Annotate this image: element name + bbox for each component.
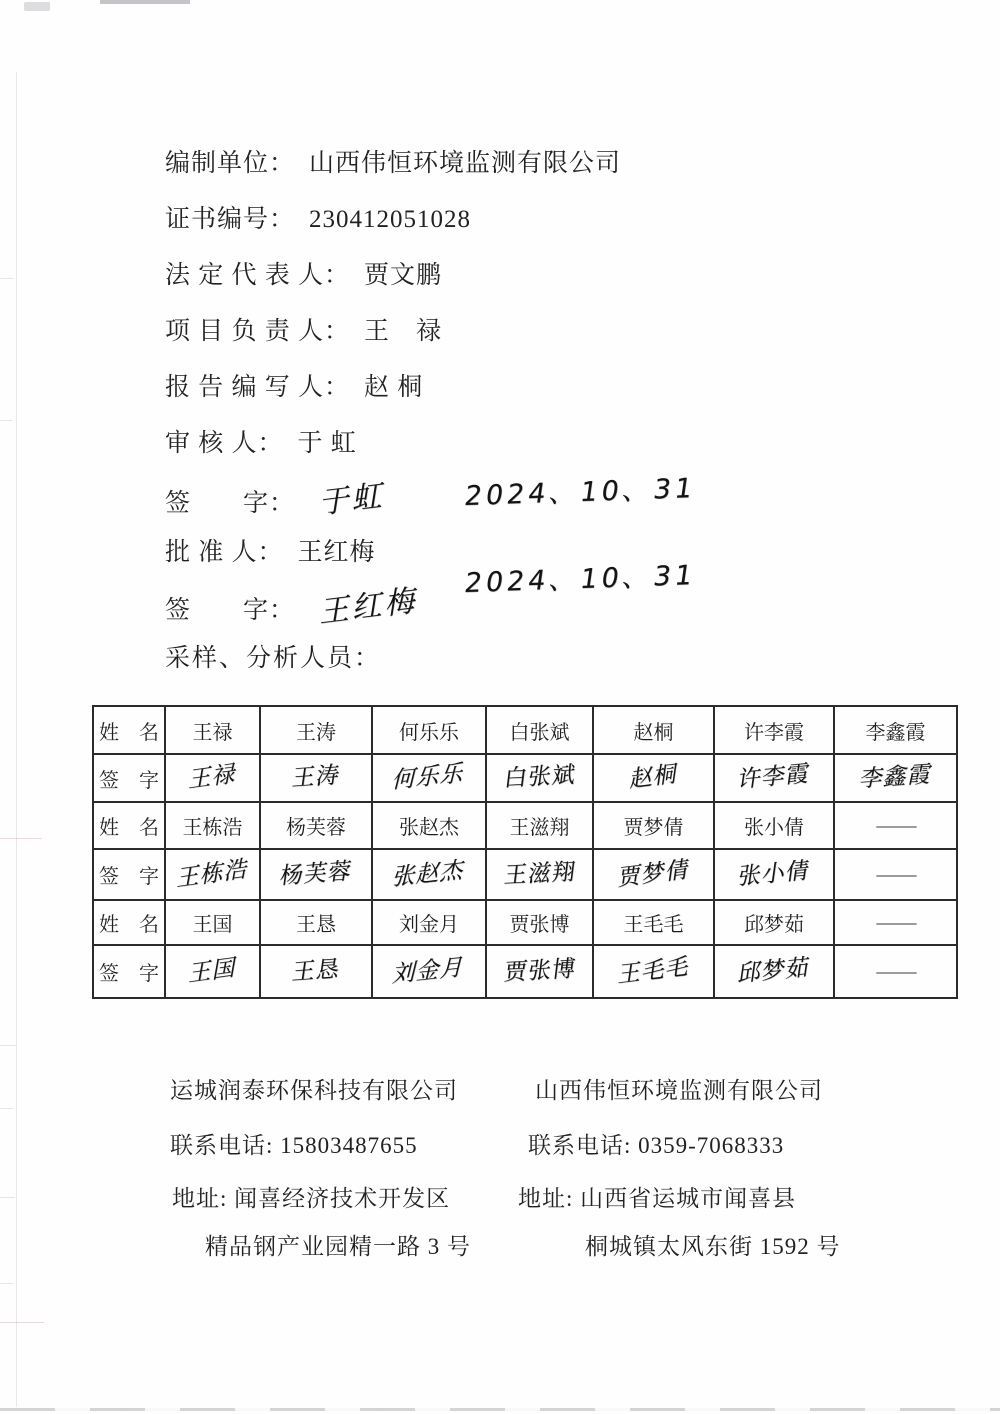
footer-right-company: 山西伟恒环境监测有限公司 bbox=[535, 1078, 823, 1103]
handwritten-signature: 王栋浩 bbox=[174, 855, 251, 892]
table-row-signatures-2 bbox=[93, 849, 957, 900]
signature-cell bbox=[714, 849, 834, 900]
handwritten-signature: 王滋翔 bbox=[502, 858, 578, 889]
handwritten-signature: 王禄 bbox=[186, 760, 239, 794]
handwritten-signature: 张小倩 bbox=[736, 857, 812, 890]
table-row-names-1 bbox=[93, 706, 957, 754]
signature-cell bbox=[260, 945, 372, 998]
field-label: 签 字： bbox=[165, 597, 296, 624]
scan-edge-tick bbox=[0, 1283, 14, 1284]
name-cell: 杨芙蓉 bbox=[260, 802, 372, 849]
scan-edge-tick bbox=[0, 1197, 15, 1198]
table-row-signatures-3 bbox=[93, 945, 957, 998]
name-cell: 王毛毛 bbox=[593, 900, 714, 945]
name-cell: 王恳 bbox=[260, 900, 372, 945]
footer-left-address-line1: 地址: 闻喜经济技术开发区 bbox=[172, 1186, 451, 1211]
name-cell: 王滋翔 bbox=[486, 802, 593, 849]
handwritten-signature: 张赵杰 bbox=[389, 856, 469, 891]
field-reviewer-signature bbox=[165, 472, 699, 522]
signature-cell bbox=[165, 754, 260, 802]
name-cell: 赵桐 bbox=[593, 706, 714, 754]
signature-cell bbox=[165, 849, 260, 900]
row-label: 签 字 bbox=[93, 754, 165, 802]
scan-corner-mark bbox=[24, 2, 50, 11]
handwritten-signature: 王国 bbox=[186, 953, 239, 988]
footer-right-address-line1: 地址: 山西省运城市闻喜县 bbox=[518, 1186, 797, 1211]
field-label: 报 告 编 写 人： bbox=[165, 374, 351, 401]
scan-edge-tick bbox=[0, 278, 14, 279]
scan-top-edge-mark bbox=[100, 0, 190, 4]
footer-right-address-line2: 桐城镇太风东街 1592 号 bbox=[585, 1234, 841, 1259]
field-project-leader bbox=[165, 311, 442, 347]
name-cell: 王禄 bbox=[165, 706, 260, 754]
empty-cell-dash: —— bbox=[834, 802, 957, 849]
scan-edge-tick bbox=[0, 838, 42, 839]
empty-cell-dash: —— bbox=[834, 900, 957, 945]
field-label: 证书编号： bbox=[165, 206, 296, 233]
footer-left-company: 运城润泰环保科技有限公司 bbox=[170, 1078, 458, 1103]
handwritten-signature: 杨芙蓉 bbox=[278, 857, 354, 890]
handwritten-signature: 赵桐 bbox=[627, 760, 680, 794]
handwritten-signature: 王红梅 bbox=[318, 582, 423, 631]
field-value: 山西伟恒环境监测有限公司 bbox=[309, 150, 622, 177]
handwritten-date: 2024、10、31 bbox=[462, 472, 699, 513]
field-value: 赵 桐 bbox=[364, 374, 424, 401]
signature-cell bbox=[372, 754, 486, 802]
field-reviewer bbox=[165, 423, 357, 459]
name-cell: 许李霞 bbox=[714, 706, 834, 754]
name-cell: 王栋浩 bbox=[165, 802, 260, 849]
handwritten-signature: 刘金月 bbox=[389, 953, 469, 988]
name-cell: 李鑫霞 bbox=[834, 706, 957, 754]
handwritten-signature: 邱梦茹 bbox=[736, 954, 812, 987]
row-label: 姓 名 bbox=[93, 802, 165, 849]
field-value: 230412051028 bbox=[309, 206, 472, 233]
handwritten-date: 2024、10、31 bbox=[462, 559, 699, 600]
name-cell: 王国 bbox=[165, 900, 260, 945]
scan-edge-tick bbox=[0, 1108, 14, 1109]
field-certificate-number bbox=[165, 199, 471, 235]
name-cell: 何乐乐 bbox=[372, 706, 486, 754]
handwritten-signature: 贾张博 bbox=[502, 955, 578, 986]
footer-right-phone: 联系电话: 0359-7068333 bbox=[528, 1133, 785, 1158]
field-label: 编制单位： bbox=[165, 150, 296, 177]
row-label: 签 字 bbox=[93, 849, 165, 900]
name-cell: 贾梦倩 bbox=[593, 802, 714, 849]
field-legal-representative bbox=[165, 255, 442, 291]
handwritten-signature: 贾梦倩 bbox=[615, 855, 692, 892]
field-value: 于 虹 bbox=[297, 430, 357, 457]
table-row-signatures-1 bbox=[93, 754, 957, 802]
signature-cell bbox=[714, 945, 834, 998]
signature-cell bbox=[714, 754, 834, 802]
name-cell: 邱梦茹 bbox=[714, 900, 834, 945]
row-label: 姓 名 bbox=[93, 900, 165, 945]
handwritten-signature: 王毛毛 bbox=[615, 952, 692, 989]
name-cell: 张赵杰 bbox=[372, 802, 486, 849]
signature-cell bbox=[593, 849, 714, 900]
field-label: 审 核 人： bbox=[165, 430, 284, 457]
name-cell: 刘金月 bbox=[372, 900, 486, 945]
scan-edge-tick bbox=[0, 1322, 44, 1323]
field-value: 王 禄 bbox=[364, 318, 443, 345]
field-approver-signature bbox=[165, 559, 699, 631]
empty-cell-dash: —— bbox=[834, 849, 957, 900]
signature-cell bbox=[486, 945, 593, 998]
handwritten-signature: 王涛 bbox=[290, 762, 342, 792]
field-report-writer bbox=[165, 367, 423, 403]
handwritten-signature: 许李霞 bbox=[736, 760, 812, 794]
field-compiling-unit bbox=[165, 143, 621, 179]
handwritten-signature: 何乐乐 bbox=[389, 759, 469, 795]
signature-cell bbox=[372, 945, 486, 998]
signature-cell bbox=[372, 849, 486, 900]
row-label: 姓 名 bbox=[93, 706, 165, 754]
field-value: 贾文鹏 bbox=[364, 262, 443, 289]
handwritten-signature: 于虹 bbox=[318, 477, 390, 522]
signature-cell bbox=[834, 754, 957, 802]
signature-cell bbox=[486, 754, 593, 802]
footer-left-address-line2: 精品钢产业园精一路 3 号 bbox=[205, 1234, 471, 1259]
signature-cell bbox=[165, 945, 260, 998]
signature-cell bbox=[486, 849, 593, 900]
empty-cell-dash: —— bbox=[834, 945, 957, 998]
field-value: 王红梅 bbox=[297, 539, 376, 566]
table-row-names-2 bbox=[93, 802, 957, 849]
section-title-personnel: 采样、分析人员： bbox=[165, 645, 382, 672]
field-label: 签 字： bbox=[165, 490, 296, 517]
field-label: 项 目 负 责 人： bbox=[165, 318, 351, 345]
name-cell: 张小倩 bbox=[714, 802, 834, 849]
footer-left-phone: 联系电话: 15803487655 bbox=[170, 1133, 418, 1158]
scan-left-edge-line bbox=[16, 72, 17, 1407]
handwritten-signature: 白张斌 bbox=[502, 762, 578, 792]
scan-edge-tick bbox=[0, 420, 12, 421]
signature-cell bbox=[260, 849, 372, 900]
name-cell: 王涛 bbox=[260, 706, 372, 754]
scan-edge-tick bbox=[0, 1045, 16, 1046]
handwritten-signature: 王恳 bbox=[290, 955, 342, 986]
row-label: 签 字 bbox=[93, 945, 165, 998]
signature-cell bbox=[593, 945, 714, 998]
field-label: 法 定 代 表 人： bbox=[165, 262, 351, 289]
field-approver bbox=[165, 532, 376, 568]
signature-cell bbox=[593, 754, 714, 802]
handwritten-signature: 李鑫霞 bbox=[856, 761, 935, 793]
signature-cell bbox=[260, 754, 372, 802]
scan-bottom-edge-mark bbox=[0, 1408, 1000, 1411]
personnel-table bbox=[92, 705, 958, 999]
name-cell: 白张斌 bbox=[486, 706, 593, 754]
name-cell: 贾张博 bbox=[486, 900, 593, 945]
table-row-names-3 bbox=[93, 900, 957, 945]
field-label: 批 准 人： bbox=[165, 539, 284, 566]
